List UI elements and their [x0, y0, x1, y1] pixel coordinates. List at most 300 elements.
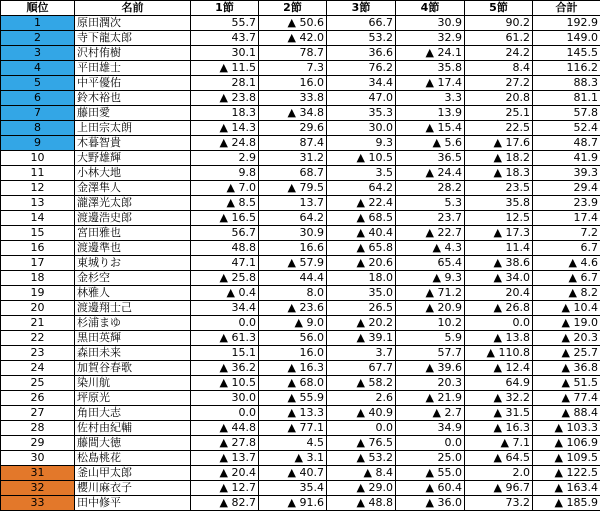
total-cell: 6.7: [533, 241, 600, 256]
session-1-cell: 18.3: [191, 106, 259, 121]
session-2-cell: ▲ 34.8: [259, 106, 327, 121]
session-3-cell: 35.0: [327, 286, 396, 301]
total-cell: ▲ 19.0: [533, 316, 600, 331]
session-4-cell: 3.3: [396, 91, 465, 106]
session-4-cell: 10.2: [396, 316, 465, 331]
total-cell: ▲ 185.9: [533, 496, 600, 511]
header-session-5: 5節: [465, 1, 533, 16]
session-2-cell: ▲ 16.3: [259, 361, 327, 376]
session-4-cell: 0.0: [396, 436, 465, 451]
name-cell: 上田宗太朗: [75, 121, 191, 136]
table-row: [1, 181, 600, 196]
rank-cell: 29: [1, 436, 75, 451]
total-cell: 192.9: [533, 16, 600, 31]
session-4-cell: ▲ 15.4: [396, 121, 465, 136]
session-4-cell: ▲ 39.6: [396, 361, 465, 376]
session-4-cell: 34.9: [396, 421, 465, 436]
session-5-cell: 64.9: [465, 376, 533, 391]
session-4-cell: ▲ 4.3: [396, 241, 465, 256]
name-cell: 沢村侑樹: [75, 46, 191, 61]
rank-cell: 12: [1, 181, 75, 196]
session-3-cell: 2.6: [327, 391, 396, 406]
name-cell: 東城りお: [75, 256, 191, 271]
session-4-cell: ▲ 9.3: [396, 271, 465, 286]
name-cell: 中平優佑: [75, 76, 191, 91]
header-session-2: 2節: [259, 1, 327, 16]
total-cell: 57.8: [533, 106, 600, 121]
table-row: [1, 361, 600, 376]
session-3-cell: ▲ 58.2: [327, 376, 396, 391]
table-row: [1, 76, 600, 91]
rank-cell: 6: [1, 91, 75, 106]
session-5-cell: ▲ 64.5: [465, 451, 533, 466]
session-3-cell: ▲ 40.9: [327, 406, 396, 421]
session-5-cell: 12.5: [465, 211, 533, 226]
session-3-cell: 66.7: [327, 16, 396, 31]
session-5-cell: ▲ 13.8: [465, 331, 533, 346]
rank-cell: 11: [1, 166, 75, 181]
total-cell: ▲ 4.6: [533, 256, 600, 271]
session-3-cell: 76.2: [327, 61, 396, 76]
session-3-cell: 3.7: [327, 346, 396, 361]
table-row: [1, 346, 600, 361]
session-4-cell: 30.9: [396, 16, 465, 31]
session-5-cell: 20.4: [465, 286, 533, 301]
session-3-cell: ▲ 8.4: [327, 466, 396, 481]
session-2-cell: ▲ 91.6: [259, 496, 327, 511]
session-1-cell: ▲ 16.5: [191, 211, 259, 226]
session-3-cell: ▲ 22.4: [327, 196, 396, 211]
session-4-cell: 13.9: [396, 106, 465, 121]
session-1-cell: 0.0: [191, 316, 259, 331]
table-row: [1, 241, 600, 256]
name-cell: 杉浦まゆ: [75, 316, 191, 331]
session-2-cell: ▲ 13.3: [259, 406, 327, 421]
session-5-cell: ▲ 17.6: [465, 136, 533, 151]
total-cell: ▲ 122.5: [533, 466, 600, 481]
header-session-3: 3節: [327, 1, 396, 16]
session-2-cell: 8.0: [259, 286, 327, 301]
session-3-cell: 36.6: [327, 46, 396, 61]
session-5-cell: 11.4: [465, 241, 533, 256]
rank-cell: 16: [1, 241, 75, 256]
session-4-cell: 35.8: [396, 61, 465, 76]
session-3-cell: ▲ 20.2: [327, 316, 396, 331]
name-cell: 瀧澤光太郎: [75, 196, 191, 211]
rank-cell: 33: [1, 496, 75, 511]
session-2-cell: ▲ 3.1: [259, 451, 327, 466]
header-rank: 順位: [1, 1, 75, 16]
name-cell: 森田未来: [75, 346, 191, 361]
header-session-4: 4節: [396, 1, 465, 16]
name-cell: 林雅人: [75, 286, 191, 301]
session-4-cell: 25.0: [396, 451, 465, 466]
rank-cell: 25: [1, 376, 75, 391]
session-4-cell: 5.3: [396, 196, 465, 211]
rank-cell: 31: [1, 466, 75, 481]
session-4-cell: 65.4: [396, 256, 465, 271]
table-row: [1, 106, 600, 121]
session-4-cell: ▲ 2.7: [396, 406, 465, 421]
session-3-cell: 18.0: [327, 271, 396, 286]
session-3-cell: 47.0: [327, 91, 396, 106]
session-5-cell: ▲ 18.2: [465, 151, 533, 166]
table-row: [1, 481, 600, 496]
session-3-cell: ▲ 65.8: [327, 241, 396, 256]
session-5-cell: ▲ 96.7: [465, 481, 533, 496]
session-4-cell: ▲ 17.4: [396, 76, 465, 91]
table-row: [1, 466, 600, 481]
session-4-cell: 20.3: [396, 376, 465, 391]
session-4-cell: 32.9: [396, 31, 465, 46]
rank-cell: 26: [1, 391, 75, 406]
session-2-cell: 87.4: [259, 136, 327, 151]
session-5-cell: 22.5: [465, 121, 533, 136]
session-2-cell: ▲ 68.0: [259, 376, 327, 391]
rank-cell: 18: [1, 271, 75, 286]
session-5-cell: 0.0: [465, 316, 533, 331]
session-2-cell: 7.3: [259, 61, 327, 76]
rank-cell: 1: [1, 16, 75, 31]
table-row: [1, 166, 600, 181]
name-cell: 金杉空: [75, 271, 191, 286]
session-3-cell: 0.0: [327, 421, 396, 436]
name-cell: 渡邊準也: [75, 241, 191, 256]
session-5-cell: ▲ 31.5: [465, 406, 533, 421]
rank-cell: 10: [1, 151, 75, 166]
rank-cell: 28: [1, 421, 75, 436]
session-5-cell: 24.2: [465, 46, 533, 61]
session-2-cell: 29.6: [259, 121, 327, 136]
session-3-cell: ▲ 76.5: [327, 436, 396, 451]
session-5-cell: ▲ 34.0: [465, 271, 533, 286]
rank-cell: 32: [1, 481, 75, 496]
table-row: [1, 151, 600, 166]
session-2-cell: ▲ 50.6: [259, 16, 327, 31]
table-row: [1, 226, 600, 241]
name-cell: 黒田英輝: [75, 331, 191, 346]
table-row: [1, 136, 600, 151]
rank-cell: 15: [1, 226, 75, 241]
total-cell: 39.3: [533, 166, 600, 181]
session-4-cell: ▲ 36.0: [396, 496, 465, 511]
table-row: [1, 391, 600, 406]
session-5-cell: ▲ 12.4: [465, 361, 533, 376]
session-4-cell: 57.7: [396, 346, 465, 361]
session-4-cell: ▲ 5.6: [396, 136, 465, 151]
session-1-cell: ▲ 23.8: [191, 91, 259, 106]
total-cell: 7.2: [533, 226, 600, 241]
session-4-cell: ▲ 24.4: [396, 166, 465, 181]
rank-cell: 20: [1, 301, 75, 316]
name-cell: 寺下龍太郎: [75, 31, 191, 46]
table-row: [1, 406, 600, 421]
rank-cell: 21: [1, 316, 75, 331]
session-1-cell: 48.8: [191, 241, 259, 256]
total-cell: 23.9: [533, 196, 600, 211]
session-3-cell: ▲ 68.5: [327, 211, 396, 226]
session-1-cell: ▲ 7.0: [191, 181, 259, 196]
session-1-cell: ▲ 13.7: [191, 451, 259, 466]
session-5-cell: 73.2: [465, 496, 533, 511]
name-cell: 渡邊翔士己: [75, 301, 191, 316]
total-cell: ▲ 51.5: [533, 376, 600, 391]
total-cell: 48.7: [533, 136, 600, 151]
session-1-cell: 43.7: [191, 31, 259, 46]
header-session-1: 1節: [191, 1, 259, 16]
session-1-cell: ▲ 12.7: [191, 481, 259, 496]
session-5-cell: ▲ 17.3: [465, 226, 533, 241]
session-2-cell: 78.7: [259, 46, 327, 61]
total-cell: 29.4: [533, 181, 600, 196]
name-cell: 平田雄士: [75, 61, 191, 76]
rank-cell: 13: [1, 196, 75, 211]
session-1-cell: ▲ 11.5: [191, 61, 259, 76]
session-1-cell: ▲ 82.7: [191, 496, 259, 511]
header-total: 合計: [533, 1, 600, 16]
session-4-cell: 23.7: [396, 211, 465, 226]
name-cell: 角田大志: [75, 406, 191, 421]
name-cell: 釜山甲太郎: [75, 466, 191, 481]
table-row: [1, 376, 600, 391]
session-4-cell: 28.2: [396, 181, 465, 196]
session-1-cell: ▲ 14.3: [191, 121, 259, 136]
session-3-cell: 67.7: [327, 361, 396, 376]
rank-cell: 19: [1, 286, 75, 301]
total-cell: 88.3: [533, 76, 600, 91]
session-5-cell: ▲ 110.8: [465, 346, 533, 361]
session-1-cell: 47.1: [191, 256, 259, 271]
session-1-cell: ▲ 24.8: [191, 136, 259, 151]
rank-cell: 7: [1, 106, 75, 121]
session-3-cell: 30.0: [327, 121, 396, 136]
session-5-cell: 8.4: [465, 61, 533, 76]
session-4-cell: 5.9: [396, 331, 465, 346]
session-3-cell: 53.2: [327, 31, 396, 46]
session-1-cell: ▲ 10.5: [191, 376, 259, 391]
session-2-cell: 13.7: [259, 196, 327, 211]
session-2-cell: ▲ 9.0: [259, 316, 327, 331]
session-5-cell: 90.2: [465, 16, 533, 31]
session-2-cell: ▲ 79.5: [259, 181, 327, 196]
session-1-cell: 28.1: [191, 76, 259, 91]
rank-cell: 24: [1, 361, 75, 376]
session-5-cell: ▲ 26.8: [465, 301, 533, 316]
session-4-cell: ▲ 22.7: [396, 226, 465, 241]
session-2-cell: 64.2: [259, 211, 327, 226]
session-1-cell: 2.9: [191, 151, 259, 166]
session-3-cell: ▲ 40.4: [327, 226, 396, 241]
session-4-cell: ▲ 60.4: [396, 481, 465, 496]
name-cell: 渡邊浩史郎: [75, 211, 191, 226]
session-5-cell: 27.2: [465, 76, 533, 91]
total-cell: ▲ 25.7: [533, 346, 600, 361]
session-2-cell: ▲ 55.9: [259, 391, 327, 406]
session-3-cell: 9.3: [327, 136, 396, 151]
session-5-cell: ▲ 18.3: [465, 166, 533, 181]
session-3-cell: ▲ 10.5: [327, 151, 396, 166]
session-5-cell: ▲ 38.6: [465, 256, 533, 271]
total-cell: ▲ 6.7: [533, 271, 600, 286]
name-cell: 坪原光: [75, 391, 191, 406]
name-cell: 鈴木裕也: [75, 91, 191, 106]
table-body: [1, 16, 600, 511]
name-cell: 木暮智貴: [75, 136, 191, 151]
session-2-cell: 44.4: [259, 271, 327, 286]
session-3-cell: ▲ 53.2: [327, 451, 396, 466]
session-2-cell: ▲ 23.6: [259, 301, 327, 316]
session-3-cell: ▲ 39.1: [327, 331, 396, 346]
table-row: [1, 271, 600, 286]
session-1-cell: 30.1: [191, 46, 259, 61]
total-cell: ▲ 163.4: [533, 481, 600, 496]
rank-cell: 3: [1, 46, 75, 61]
total-cell: ▲ 109.5: [533, 451, 600, 466]
header-row: [1, 1, 600, 16]
total-cell: ▲ 10.4: [533, 301, 600, 316]
session-2-cell: 16.6: [259, 241, 327, 256]
session-5-cell: 61.2: [465, 31, 533, 46]
session-5-cell: ▲ 7.1: [465, 436, 533, 451]
name-cell: 染川航: [75, 376, 191, 391]
session-5-cell: 2.0: [465, 466, 533, 481]
session-2-cell: ▲ 57.9: [259, 256, 327, 271]
session-1-cell: ▲ 44.8: [191, 421, 259, 436]
session-4-cell: ▲ 21.9: [396, 391, 465, 406]
session-2-cell: 35.4: [259, 481, 327, 496]
session-1-cell: ▲ 25.8: [191, 271, 259, 286]
rank-cell: 4: [1, 61, 75, 76]
total-cell: 52.4: [533, 121, 600, 136]
name-cell: 大野雄輝: [75, 151, 191, 166]
rank-cell: 8: [1, 121, 75, 136]
session-3-cell: ▲ 29.0: [327, 481, 396, 496]
session-2-cell: 56.0: [259, 331, 327, 346]
rank-cell: 2: [1, 31, 75, 46]
session-3-cell: 26.5: [327, 301, 396, 316]
session-3-cell: 64.2: [327, 181, 396, 196]
session-1-cell: 0.0: [191, 406, 259, 421]
name-cell: 宮田雅也: [75, 226, 191, 241]
table-row: [1, 301, 600, 316]
session-2-cell: ▲ 42.0: [259, 31, 327, 46]
name-cell: 金澤隼人: [75, 181, 191, 196]
table-row: [1, 451, 600, 466]
total-cell: ▲ 103.3: [533, 421, 600, 436]
total-cell: ▲ 20.3: [533, 331, 600, 346]
total-cell: ▲ 8.2: [533, 286, 600, 301]
header-name: 名前: [75, 1, 191, 16]
session-4-cell: 36.5: [396, 151, 465, 166]
table-row: [1, 331, 600, 346]
table-row: [1, 196, 600, 211]
session-4-cell: ▲ 20.9: [396, 301, 465, 316]
table-row: [1, 316, 600, 331]
table-row: [1, 436, 600, 451]
session-1-cell: ▲ 27.8: [191, 436, 259, 451]
rank-cell: 9: [1, 136, 75, 151]
total-cell: 81.1: [533, 91, 600, 106]
table-row: [1, 211, 600, 226]
session-3-cell: ▲ 48.8: [327, 496, 396, 511]
name-cell: 櫻川麻衣子: [75, 481, 191, 496]
session-5-cell: 25.1: [465, 106, 533, 121]
session-1-cell: ▲ 20.4: [191, 466, 259, 481]
session-5-cell: 35.8: [465, 196, 533, 211]
rank-cell: 14: [1, 211, 75, 226]
session-2-cell: 30.9: [259, 226, 327, 241]
rank-cell: 17: [1, 256, 75, 271]
table-row: [1, 61, 600, 76]
table-row: [1, 121, 600, 136]
total-cell: 41.9: [533, 151, 600, 166]
session-3-cell: 35.3: [327, 106, 396, 121]
table-row: [1, 496, 600, 511]
session-5-cell: ▲ 32.2: [465, 391, 533, 406]
session-1-cell: ▲ 36.2: [191, 361, 259, 376]
total-cell: ▲ 106.9: [533, 436, 600, 451]
session-4-cell: ▲ 55.0: [396, 466, 465, 481]
rank-cell: 22: [1, 331, 75, 346]
rank-cell: 27: [1, 406, 75, 421]
session-1-cell: ▲ 61.3: [191, 331, 259, 346]
table-row: [1, 421, 600, 436]
session-1-cell: ▲ 8.5: [191, 196, 259, 211]
session-2-cell: 16.0: [259, 76, 327, 91]
session-2-cell: ▲ 77.1: [259, 421, 327, 436]
total-cell: ▲ 88.4: [533, 406, 600, 421]
name-cell: 藤間大徳: [75, 436, 191, 451]
session-1-cell: 15.1: [191, 346, 259, 361]
session-1-cell: 55.7: [191, 16, 259, 31]
session-2-cell: 31.2: [259, 151, 327, 166]
rank-cell: 23: [1, 346, 75, 361]
name-cell: 原田潤次: [75, 16, 191, 31]
total-cell: ▲ 36.8: [533, 361, 600, 376]
total-cell: 116.2: [533, 61, 600, 76]
session-3-cell: 34.4: [327, 76, 396, 91]
total-cell: ▲ 77.4: [533, 391, 600, 406]
session-1-cell: 9.8: [191, 166, 259, 181]
session-5-cell: 20.8: [465, 91, 533, 106]
session-4-cell: ▲ 71.2: [396, 286, 465, 301]
session-1-cell: ▲ 0.4: [191, 286, 259, 301]
session-2-cell: 33.8: [259, 91, 327, 106]
session-2-cell: ▲ 40.7: [259, 466, 327, 481]
session-3-cell: ▲ 20.6: [327, 256, 396, 271]
table-row: [1, 31, 600, 46]
session-1-cell: 30.0: [191, 391, 259, 406]
table-row: [1, 16, 600, 31]
name-cell: 小林大地: [75, 166, 191, 181]
total-cell: 17.4: [533, 211, 600, 226]
name-cell: 藤田愛: [75, 106, 191, 121]
session-3-cell: 3.5: [327, 166, 396, 181]
name-cell: 松島桃花: [75, 451, 191, 466]
total-cell: 149.0: [533, 31, 600, 46]
session-5-cell: 23.5: [465, 181, 533, 196]
session-4-cell: ▲ 24.1: [396, 46, 465, 61]
session-1-cell: 56.7: [191, 226, 259, 241]
session-2-cell: 68.7: [259, 166, 327, 181]
session-1-cell: 34.4: [191, 301, 259, 316]
name-cell: 田中修平: [75, 496, 191, 511]
table-row: [1, 256, 600, 271]
table-row: [1, 286, 600, 301]
session-2-cell: 16.0: [259, 346, 327, 361]
name-cell: 佐村由紀輔: [75, 421, 191, 436]
name-cell: 加賀谷春歌: [75, 361, 191, 376]
